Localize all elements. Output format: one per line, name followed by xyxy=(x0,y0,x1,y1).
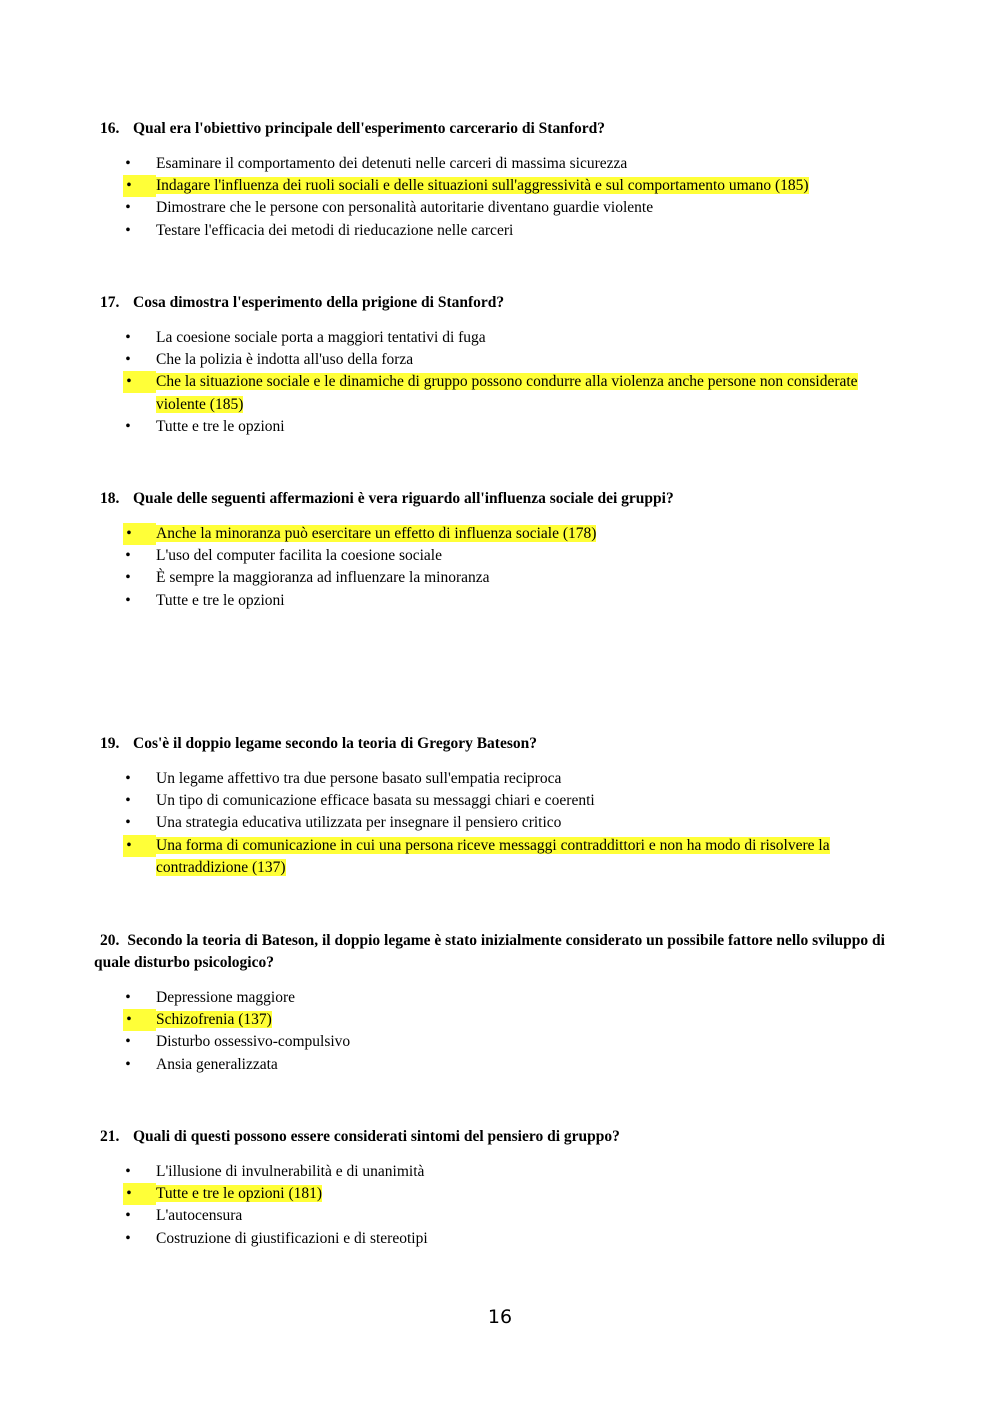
answer-text: Esaminare il comportamento dei detenuti nelle carceri di massima sicurezza xyxy=(156,155,628,172)
answer-text: Che la situazione sociale e le dinamiche di gruppo possono condurre alla violenza anche persone non considerate violente (185) xyxy=(156,373,858,413)
answer-option xyxy=(94,1205,894,1227)
bullet-icon: • xyxy=(125,770,131,787)
answer-option-highlighted xyxy=(94,1009,894,1031)
answer-option-highlighted xyxy=(94,175,894,197)
question-text: Cosa dimostra l'esperimento della prigione di Stanford? xyxy=(133,294,505,311)
answer-text: Tutte e tre le opzioni xyxy=(156,417,285,435)
bullet-icon: • xyxy=(123,175,135,197)
question-title xyxy=(94,292,894,314)
answer-option xyxy=(94,153,894,175)
answer-text: Che la polizia è indotta all'uso della forza xyxy=(156,351,414,369)
question-title xyxy=(94,488,894,510)
answer-option xyxy=(94,790,894,812)
question-number: 16. xyxy=(100,120,120,137)
bullet-icon: • xyxy=(125,221,131,239)
answer-text: La coesione sociale porta a maggiori tentativi di fuga xyxy=(156,329,486,346)
bullet-icon: • xyxy=(125,569,131,587)
answer-text: Dimostrare che le persone con personalità autoritarie diventano guardie violente xyxy=(156,199,654,217)
answer-option xyxy=(94,1031,894,1053)
answer-text: Un legame affettivo tra due persone basato sull'empatia reciproca xyxy=(156,770,562,787)
answer-option xyxy=(94,416,894,438)
bullet-icon: • xyxy=(125,814,131,832)
answer-text: L'illusione di invulnerabilità e di unanimità xyxy=(156,1163,425,1180)
question-number: 20. xyxy=(100,932,120,949)
answer-text: L'autocensura xyxy=(156,1207,243,1225)
bullet-icon: • xyxy=(125,591,131,609)
answer-list xyxy=(94,523,894,612)
answer-option xyxy=(94,768,894,790)
bullet-icon: • xyxy=(125,1207,131,1225)
question-20 xyxy=(94,930,894,1076)
answer-list xyxy=(94,327,894,438)
answer-text: Indagare l'influenza dei ruoli sociali e delle situazioni sull'aggressività e sul comportamento umano (185) xyxy=(156,177,809,195)
answer-option xyxy=(94,987,894,1009)
question-text: Quali di questi possono essere considerati sintomi del pensiero di gruppo? xyxy=(133,1128,620,1145)
answer-list xyxy=(94,768,894,879)
bullet-icon: • xyxy=(125,417,131,435)
answer-option-highlighted xyxy=(94,835,894,879)
question-16 xyxy=(94,118,894,242)
bullet-icon: • xyxy=(125,1229,131,1247)
answer-option xyxy=(94,220,894,242)
answer-option xyxy=(94,1161,894,1183)
bullet-icon: • xyxy=(123,371,135,393)
answer-text: Anche la minoranza può esercitare un effetto di influenza sociale (178) xyxy=(156,525,597,542)
answer-option xyxy=(94,349,894,371)
question-title xyxy=(94,1126,894,1148)
question-title xyxy=(94,733,894,755)
answer-option xyxy=(94,1054,894,1076)
answer-option xyxy=(94,327,894,349)
answer-text: Costruzione di giustificazioni e di stereotipi xyxy=(156,1229,428,1247)
answer-text: Una forma di comunicazione in cui una persona riceve messaggi contraddittori e non ha modo di risolvere la contraddizione (137) xyxy=(156,836,830,876)
question-title xyxy=(94,930,894,974)
answer-list xyxy=(94,987,894,1076)
bullet-icon: • xyxy=(123,1183,135,1205)
bullet-icon: • xyxy=(123,835,135,857)
answer-text: Schizofrenia (137) xyxy=(156,1011,272,1029)
bullet-icon: • xyxy=(125,547,131,565)
answer-text: Disturbo ossessivo-compulsivo xyxy=(156,1033,351,1051)
bullet-icon: • xyxy=(123,523,135,545)
question-title xyxy=(94,118,894,140)
answer-option xyxy=(94,545,894,567)
question-text: Cos'è il doppio legame secondo la teoria di Gregory Bateson? xyxy=(133,735,537,752)
answer-option-highlighted xyxy=(94,1183,894,1205)
question-text: Qual era l'obiettivo principale dell'esperimento carcerario di Stanford? xyxy=(133,120,605,137)
bullet-icon: • xyxy=(125,1055,131,1073)
answer-text: È sempre la maggioranza ad influenzare la minoranza xyxy=(156,569,490,587)
answer-text: Una strategia educativa utilizzata per insegnare il pensiero critico xyxy=(156,814,562,832)
answer-list xyxy=(94,1161,894,1250)
answer-text: Ansia generalizzata xyxy=(156,1055,278,1073)
question-number: 17. xyxy=(100,294,120,311)
page-number: 16 xyxy=(487,1306,513,1328)
answer-option xyxy=(94,197,894,219)
question-21 xyxy=(94,1126,894,1250)
bullet-icon: • xyxy=(125,1163,131,1180)
bullet-icon: • xyxy=(125,989,131,1006)
bullet-icon: • xyxy=(125,1033,131,1051)
bullet-icon: • xyxy=(125,199,131,217)
answer-option xyxy=(94,590,894,612)
answer-text: Depressione maggiore xyxy=(156,989,296,1006)
question-19 xyxy=(94,733,894,879)
answer-option-highlighted xyxy=(94,371,894,415)
question-17 xyxy=(94,292,894,438)
question-text: Quale delle seguenti affermazioni è vera riguardo all'influenza sociale dei gruppi? xyxy=(133,490,674,507)
answer-text: Un tipo di comunicazione efficace basata su messaggi chiari e coerenti xyxy=(156,792,595,810)
answer-option xyxy=(94,1228,894,1250)
answer-option xyxy=(94,812,894,834)
question-18 xyxy=(94,488,894,612)
answer-option-highlighted xyxy=(94,523,894,545)
answer-list xyxy=(94,153,894,242)
bullet-icon: • xyxy=(125,329,131,346)
bullet-icon: • xyxy=(125,792,131,810)
bullet-icon: • xyxy=(123,1009,135,1031)
question-number: 21. xyxy=(100,1128,120,1145)
bullet-icon: • xyxy=(125,351,131,369)
question-number: 19. xyxy=(100,735,120,752)
question-text: Secondo la teoria di Bateson, il doppio legame è stato inizialmente considerato un possibile fattore nello sviluppo di quale disturbo psicologico? xyxy=(94,932,885,971)
answer-text: Testare l'efficacia dei metodi di rieducazione nelle carceri xyxy=(156,221,514,239)
question-number: 18. xyxy=(100,490,120,507)
answer-text: L'uso del computer facilita la coesione sociale xyxy=(156,547,442,565)
bullet-icon: • xyxy=(125,155,131,172)
answer-text: Tutte e tre le opzioni xyxy=(156,591,285,609)
answer-option xyxy=(94,567,894,589)
answer-text: Tutte e tre le opzioni (181) xyxy=(156,1185,323,1203)
